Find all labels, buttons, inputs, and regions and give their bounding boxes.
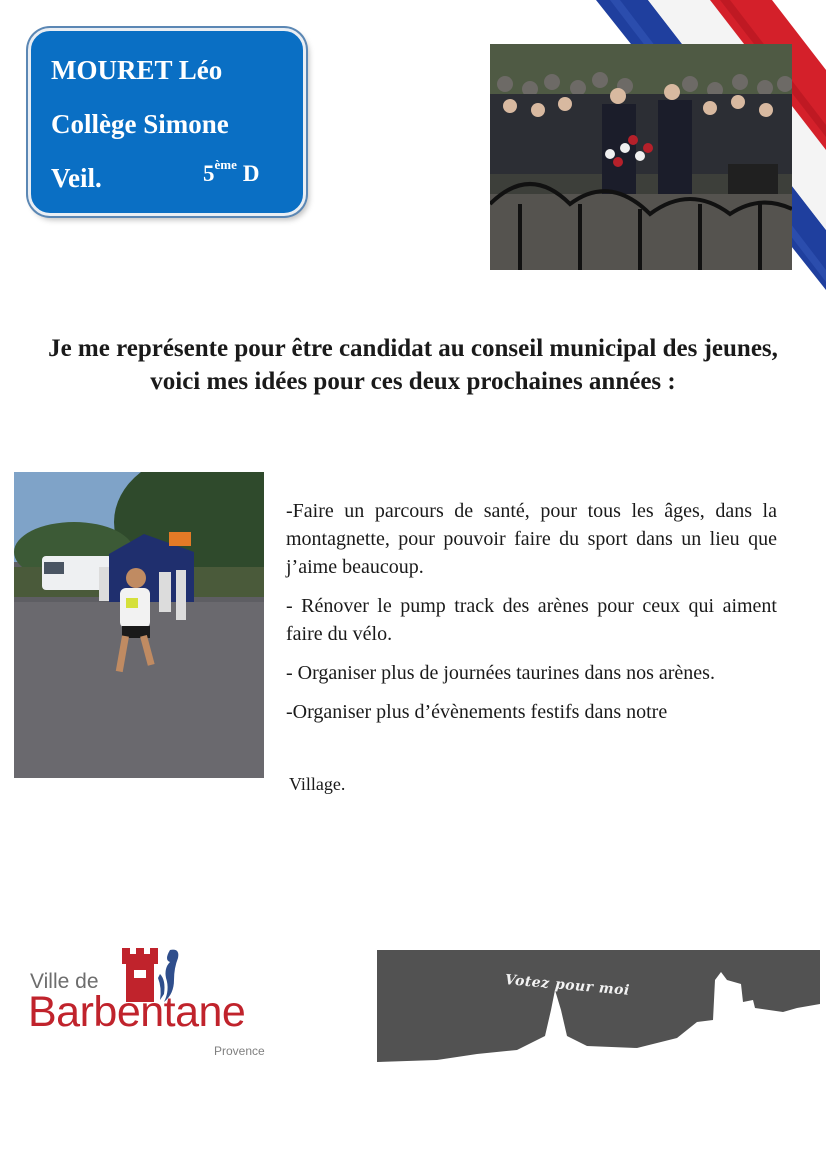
logo-town-name: Barbentane <box>28 988 246 1036</box>
idea-3: - Organiser plus de journées taurines dans nos arènes. <box>286 662 715 684</box>
class-grade-suffix: ème <box>214 157 237 172</box>
ceremony-photo <box>490 44 792 270</box>
barbentane-logo <box>28 940 288 1065</box>
idea-1: -Faire un parcours de santé, pour tous les âges, dans la montagnette, pour pouvoir faire du sport dans un lieu que j’aime beaucoup. <box>286 500 777 578</box>
idea-2: - Rénover le pump track des arènes pour ceux qui aiment faire du vélo. <box>286 595 777 645</box>
logo-ville-de: Ville de <box>30 970 99 993</box>
logo-region: Provence <box>214 1044 265 1058</box>
running-race-photo <box>14 472 264 778</box>
vote-banner <box>377 950 820 1066</box>
candidate-name-card <box>28 28 306 216</box>
class-label <box>203 157 260 187</box>
class-grade: 5 <box>203 161 215 186</box>
class-letter: D <box>242 161 260 186</box>
ideas-list <box>286 497 777 726</box>
idea-4-continuation: Village. <box>289 774 346 794</box>
candidacy-statement: Je me représente pour être candidat au conseil municipal des jeunes, voici mes idées pour ces deux prochaines années : <box>48 335 778 395</box>
school-name-line1: Collège Simone <box>51 109 229 139</box>
vote-for-me-text: Votez pour moi <box>504 972 631 999</box>
school-name-line2: Veil. <box>51 163 102 193</box>
candidate-name: MOURET Léo <box>51 55 223 85</box>
idea-4: -Organiser plus d’évènements festifs dans notre <box>286 701 668 723</box>
village-skyline-icon <box>377 950 820 1066</box>
